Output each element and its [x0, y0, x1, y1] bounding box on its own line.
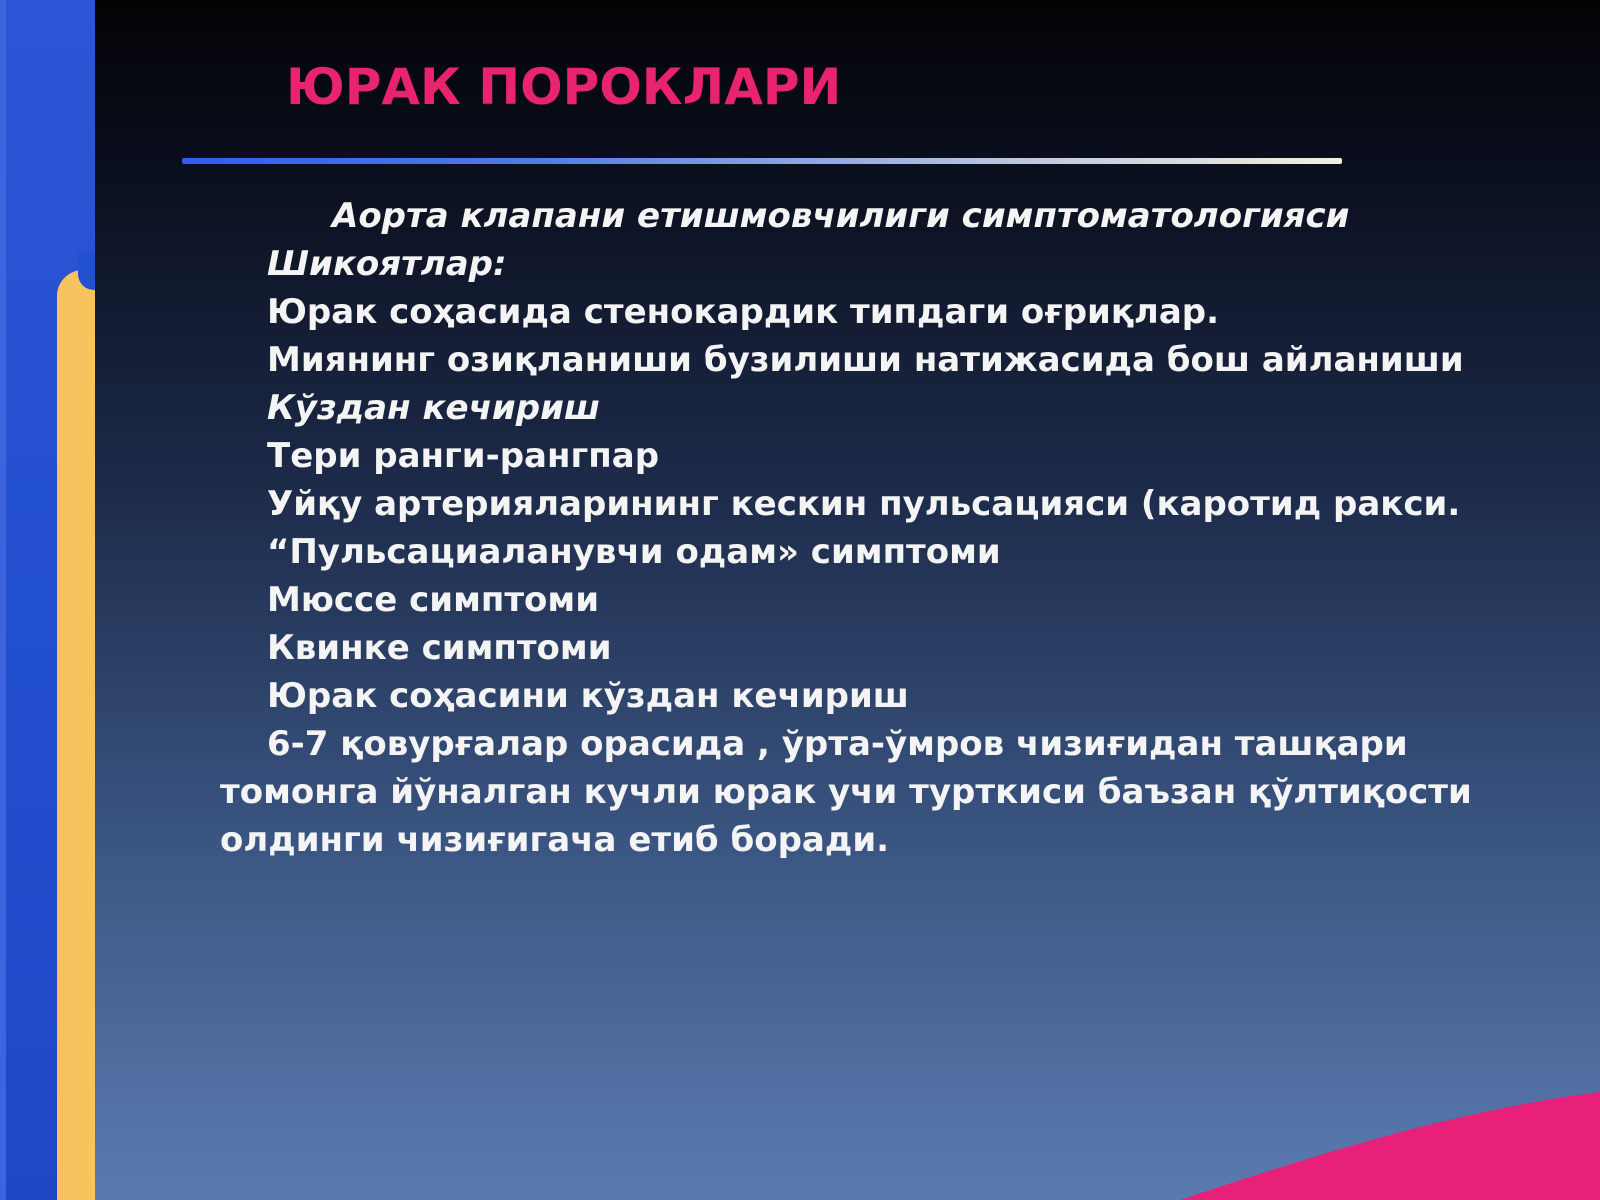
body-line: Тери ранги-рангпар — [267, 436, 660, 476]
body-line: “Пульсациаланувчи одам» симптоми — [267, 532, 1001, 572]
body-line: Уйқу артерияларининг кескин пульсацияси (каротид ракси. — [267, 484, 1461, 524]
body-line: Квинке симптоми — [267, 628, 612, 668]
body-paragraph: 6-7 қовурғалар орасида , ўрта-ўмров чизиғидан ташқари томонга йўналган кучли юрак учи турткиси баъзан қўлтиқости олдинги чизиғигача етиб боради. — [220, 724, 1472, 860]
left-yellow-bar-cap — [78, 250, 95, 290]
slide-title: ЮРАК ПОРОКЛАРИ — [286, 58, 842, 116]
section-heading: Аорта клапани етишмовчилиги симптоматологияси — [332, 196, 1350, 236]
title-underline — [182, 158, 1342, 164]
body-line: Юрак соҳасида стенокардик типдаги оғриқлар. — [267, 292, 1220, 332]
body-line: Миянинг озиқланиши бузилиши натижасида бош айланиши — [267, 340, 1464, 380]
body-line: Юрак соҳасини кўздан кечириш — [267, 676, 909, 716]
left-blue-bar-edge — [0, 0, 6, 1200]
left-yellow-bar — [57, 270, 95, 1200]
subheading-examination: Кўздан кечириш — [267, 388, 601, 428]
subheading-complaints: Шикоятлар: — [267, 244, 507, 284]
slide-body — [220, 192, 1480, 864]
body-line: Мюссе симптоми — [267, 580, 600, 620]
